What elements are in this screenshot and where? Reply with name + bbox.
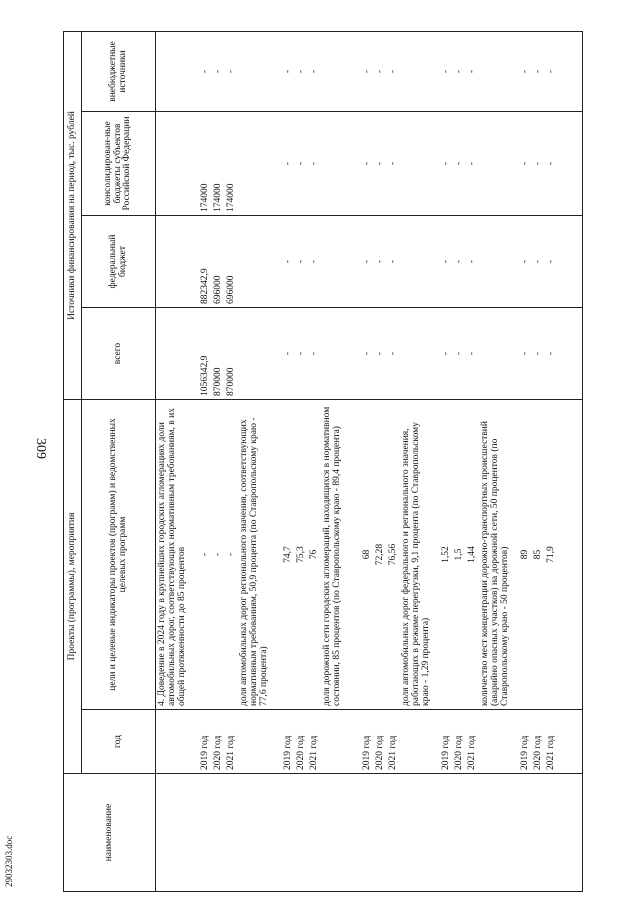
indicator-3-value-2021: 1,44 — [467, 546, 477, 563]
federal-2020: 696000 — [213, 275, 223, 304]
indicator-2-value-2019: 68 — [362, 549, 372, 560]
indicator-3-text: доля автомобильных дорог федерального и регионального значения, работающих в режиме перегрузки, 9,1 процента (по Ставропольскому краю - 1,29 процента) — [401, 422, 431, 706]
header-funding-sources: Источники финансирования на период, тыс. рублей — [64, 32, 82, 400]
regional-2021: 174000 — [226, 183, 236, 212]
funding-table-wrapper — [63, 32, 583, 892]
total-column: 1056342,9 870000 870000 - - - - - - - - - - - - — [156, 308, 583, 400]
goal-column: 4. Доведение в 2024 году в крупнейших городских агломерациях доли автомобильных дорог, соответствующих нормативным требованиям, в их общей протяженности до 85 процентов - - - доля автомобильных дорог регионального значения, соответствующих нормативным требованиям, 50,9 процента (по Ставропольскому краю - 77,6 процента) 74,7 75,3 76 доля дорожной сети городских агломераций, находящихся в нормативном состоянии, 85 процентов (по Ставропольскому краю - 89,4 процента) 68 72,28 76,56 доля автомобильных дорог федерального и регионального значения, работающих в режиме перегрузки, 9,1 процента (по Ставропольскому краю - 1,29 процента) 1,52 1,5 1,44 количество мест концентрации дорожно-транспортных происшествий (аварийно опасных участков) на дорожной сети, 50 процентов (по Ставропольскому краю - 50 процентов) 89 85 71,9 — [156, 400, 583, 710]
federal-2019: 882342,9 — [200, 268, 210, 304]
regional-2020: 174000 — [213, 183, 223, 212]
header-regional: консолидирован-ные бюджеты субъектов Российской Федерации — [82, 112, 156, 216]
extra-2021: - — [226, 69, 236, 74]
indicator-4-value-2020: 85 — [533, 549, 543, 560]
indicator-1-value-2021: 76 — [309, 549, 319, 560]
total-2020: 870000 — [213, 367, 223, 396]
regional-column: 174000 174000 174000 - - - - - - - - - - - - — [156, 112, 583, 216]
year-2021: 2021 год — [226, 735, 236, 770]
indicator-1-value-2020: 75,3 — [296, 546, 306, 563]
indicator-3-value-2020: 1,5 — [454, 548, 464, 561]
header-year: год — [82, 710, 156, 774]
indicator-2-value-2021: 76,56 — [388, 543, 398, 566]
indicator-4-value-2019: 89 — [520, 549, 530, 560]
total-2021: 870000 — [226, 367, 236, 396]
year-column: 2019 год 2020 год 2021 год 2019 год 2020 год 2021 год 2019 год 2020 год 2021 год 2019 год 2020 год 2021 год 2019 год 2020 год 2021 год — [156, 710, 583, 774]
total-2019: 1056342,9 — [200, 355, 210, 396]
funding-table — [63, 31, 583, 892]
extra-2019: - — [200, 69, 210, 74]
doc-id: 29032303.doc — [4, 835, 14, 887]
year-2020: 2020 год — [213, 735, 223, 770]
year-2019: 2019 год — [200, 735, 210, 770]
extra-2020: - — [213, 69, 223, 74]
regional-2019: 174000 — [200, 183, 210, 212]
header-total: всего — [82, 308, 156, 400]
indicator-1-value-2019: 74,7 — [283, 546, 293, 563]
indicator-3-value-2019: 1,52 — [441, 546, 451, 563]
indicator-2-text: доля дорожной сети городских агломераций, находящихся в нормативном состоянии, 85 процентов (по Ставропольскому краю - 89,4 процента) — [322, 406, 342, 706]
header-goal: цели и целевые индикаторы проектов (программ) и ведомственных целевых программ — [82, 400, 156, 710]
header-name: наименование — [64, 774, 156, 892]
indicator-4-value-2021: 71,9 — [546, 546, 556, 563]
indicator-2-value-2020: 72,28 — [375, 543, 385, 566]
extra-column: - - - - - - - - - - - - - - - — [156, 32, 583, 112]
indicator-1-text: доля автомобильных дорог регионального значения, соответствующих нормативным требованиям, 50,9 процента (по Ставропольскому краю - 77,6 процента) — [239, 417, 269, 706]
header-extra: внебюджетные источники — [82, 32, 156, 112]
federal-2021: 696000 — [226, 275, 236, 304]
name-cell — [156, 774, 583, 892]
indicator-4-text: количество мест концентрации дорожно-транспортных происшествий (аварийно опасных участков) на дорожной сети, 50 процентов (по Ставропольскому краю - 50 процентов) — [480, 421, 510, 706]
federal-column: 882342,9 696000 696000 - - - - - - - - - - - - — [156, 216, 583, 308]
page-number: 309 — [33, 438, 48, 459]
header-federal: федеральный бюджет — [82, 216, 156, 308]
goal-intro: 4. Доведение в 2024 году в крупнейших городских агломерациях доли автомобильных дорог, соответствующих нормативным требованиям, в их общей протяженности до 85 процентов — [157, 408, 187, 706]
header-projects: Проекты (программы), мероприятия — [64, 400, 82, 774]
